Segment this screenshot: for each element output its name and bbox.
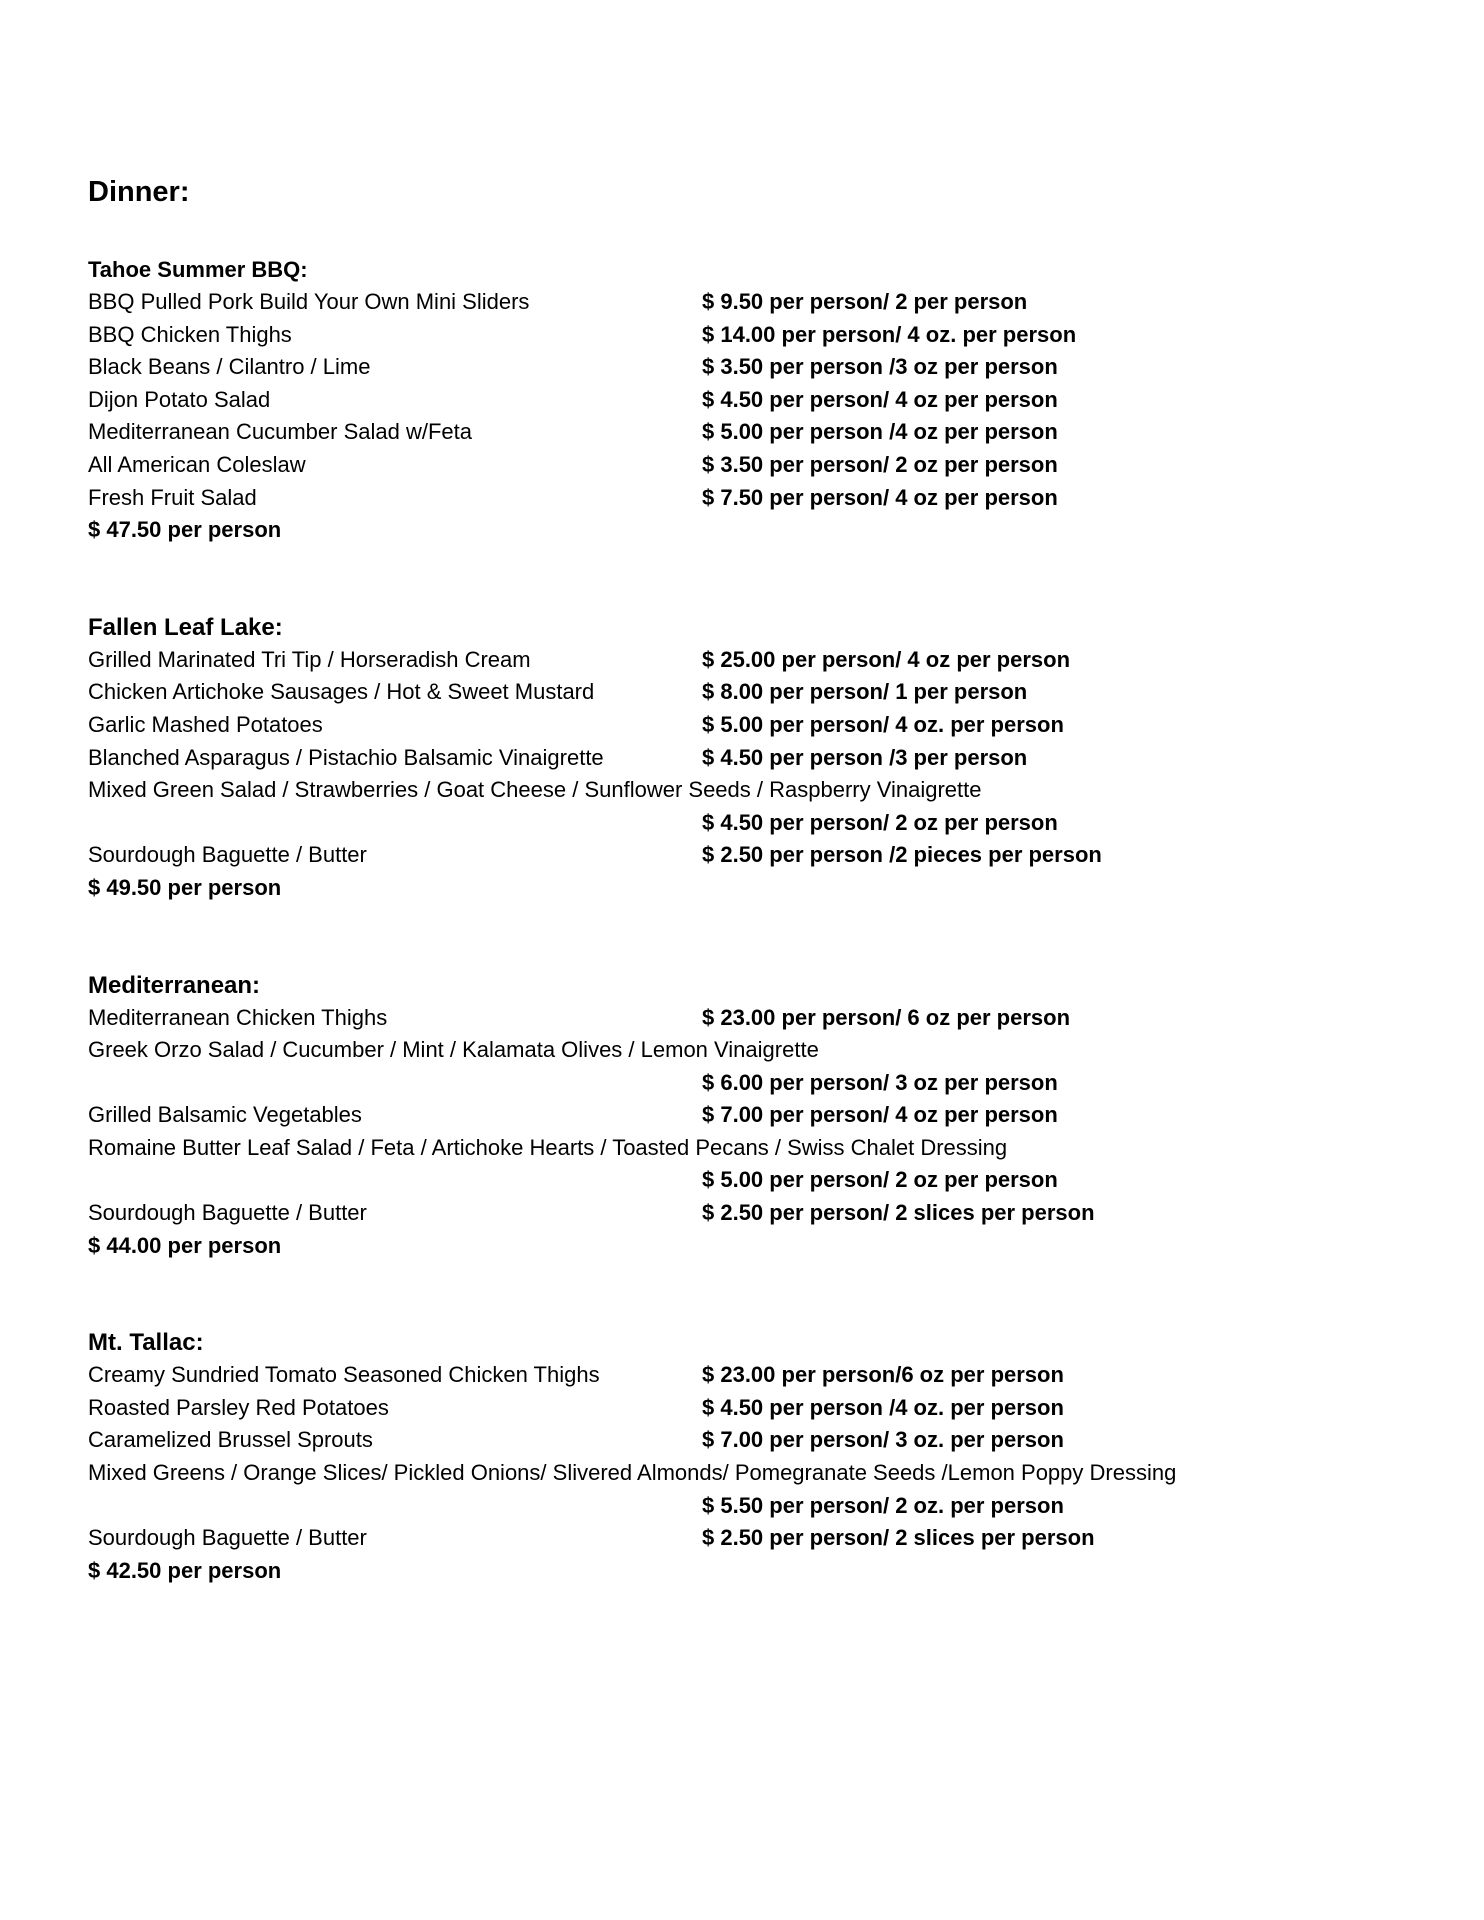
menu-item-price-row <box>88 807 1468 840</box>
section-fallen-leaf-lake <box>88 612 1468 905</box>
menu-item <box>88 351 1468 384</box>
section-total: $ 47.50 per person <box>88 517 282 543</box>
menu-item <box>88 286 1468 319</box>
item-price: $ 4.50 per person/ 4 oz per person <box>702 386 1058 412</box>
menu-item <box>88 319 1468 352</box>
item-price: $ 9.50 per person/ 2 per person <box>702 289 1028 314</box>
page-title: Dinner: <box>88 176 190 208</box>
item-price: $ 2.50 per person /2 pieces per person <box>702 842 1102 868</box>
item-price: $ 25.00 per person/ 4 oz per person <box>702 646 1071 672</box>
item-price: $ 4.50 per person/ 2 oz per person <box>702 809 1058 835</box>
item-name: Mediterranean Chicken Thighs <box>88 1004 388 1030</box>
item-name: Mixed Green Salad / Strawberries / Goat Cheese / Sunflower Seeds / Raspberry Vinaigrette <box>88 777 982 803</box>
item-name: Roasted Parsley Red Potatoes <box>88 1394 389 1420</box>
item-price: $ 3.50 per person /3 oz per person <box>702 354 1058 380</box>
item-price: $ 5.00 per person/ 4 oz. per person <box>702 711 1064 737</box>
section-title: Mt. Tallac: <box>88 1329 204 1357</box>
item-price: $ 7.50 per person/ 4 oz per person <box>702 484 1058 510</box>
item-name: Sourdough Baguette / Butter <box>88 1525 367 1551</box>
spacer <box>88 1067 702 1100</box>
item-name: Mediterranean Cucumber Salad w/Feta <box>88 419 472 445</box>
section-tahoe-summer-bbq <box>88 254 1468 547</box>
item-price: $ 23.00 per person/ 6 oz per person <box>702 1004 1071 1030</box>
item-name: Dijon Potato Salad <box>88 386 271 412</box>
item-name: Greek Orzo Salad / Cucumber / Mint / Kalamata Olives / Lemon Vinaigrette <box>88 1037 819 1063</box>
item-name: Chicken Artichoke Sausages / Hot & Sweet Mustard <box>88 679 595 705</box>
item-name: BBQ Pulled Pork Build Your Own Mini Sliders <box>88 289 530 314</box>
menu-item <box>88 1002 1468 1035</box>
item-price: $ 5.50 per person/ 2 oz. per person <box>702 1492 1064 1518</box>
section-total: $ 49.50 per person <box>88 874 282 900</box>
item-name: Garlic Mashed Potatoes <box>88 711 323 737</box>
item-name: Sourdough Baguette / Butter <box>88 842 367 868</box>
menu-item <box>88 1392 1468 1425</box>
item-price: $ 4.50 per person /4 oz. per person <box>702 1394 1064 1420</box>
section-total: $ 44.00 per person <box>88 1232 282 1258</box>
item-name: Mixed Greens / Orange Slices/ Pickled Onions/ Slivered Almonds/ Pomegranate Seeds /Lemon Poppy Dressing <box>88 1460 1177 1486</box>
menu-page <box>88 170 1468 1587</box>
menu-item <box>88 1099 1468 1132</box>
item-name: Black Beans / Cilantro / Lime <box>88 354 371 380</box>
item-name: Grilled Marinated Tri Tip / Horseradish Cream <box>88 646 531 672</box>
menu-item <box>88 1522 1468 1555</box>
item-name: Sourdough Baguette / Butter <box>88 1200 367 1226</box>
item-name: Fresh Fruit Salad <box>88 484 257 510</box>
menu-item <box>88 1359 1468 1392</box>
item-name: Grilled Balsamic Vegetables <box>88 1102 362 1128</box>
menu-item <box>88 449 1468 482</box>
section-mt-tallac <box>88 1327 1468 1587</box>
menu-item <box>88 676 1468 709</box>
item-price: $ 2.50 per person/ 2 slices per person <box>702 1200 1095 1226</box>
item-price: $ 2.50 per person/ 2 slices per person <box>702 1525 1095 1551</box>
menu-item <box>88 709 1468 742</box>
menu-item-price-row <box>88 1490 1468 1523</box>
menu-item <box>88 644 1468 677</box>
menu-item <box>88 839 1468 872</box>
section-title: Fallen Leaf Lake: <box>88 613 283 641</box>
item-price: $ 7.00 per person/ 4 oz per person <box>702 1102 1058 1128</box>
item-price: $ 4.50 per person /3 per person <box>702 744 1028 770</box>
item-name: BBQ Chicken Thighs <box>88 321 292 347</box>
item-name: Caramelized Brussel Sprouts <box>88 1427 373 1453</box>
menu-item <box>88 482 1468 515</box>
item-price: $ 7.00 per person/ 3 oz. per person <box>702 1427 1064 1453</box>
item-name: Romaine Butter Leaf Salad / Feta / Artichoke Hearts / Toasted Pecans / Swiss Chalet Dressing <box>88 1134 1008 1160</box>
spacer <box>88 1490 702 1523</box>
item-name: Blanched Asparagus / Pistachio Balsamic Vinaigrette <box>88 744 604 770</box>
menu-item-price-row <box>88 1067 1468 1100</box>
item-price: $ 5.00 per person/ 2 oz per person <box>702 1167 1058 1193</box>
item-price: $ 3.50 per person/ 2 oz per person <box>702 451 1058 477</box>
item-price: $ 5.00 per person /4 oz per person <box>702 419 1058 445</box>
section-title: Tahoe Summer BBQ: <box>88 257 308 282</box>
menu-item <box>88 742 1468 775</box>
menu-item <box>88 1424 1468 1457</box>
item-price: $ 14.00 per person/ 4 oz. per person <box>702 321 1077 347</box>
menu-item <box>88 1197 1468 1230</box>
spacer <box>88 807 702 840</box>
menu-item <box>88 384 1468 417</box>
section-title: Mediterranean: <box>88 971 261 999</box>
item-name: All American Coleslaw <box>88 451 306 477</box>
item-price: $ 23.00 per person/6 oz per person <box>702 1362 1064 1388</box>
section-total: $ 42.50 per person <box>88 1557 282 1583</box>
item-name: Creamy Sundried Tomato Seasoned Chicken Thighs <box>88 1362 600 1388</box>
item-price: $ 6.00 per person/ 3 oz per person <box>702 1069 1058 1095</box>
item-price: $ 8.00 per person/ 1 per person <box>702 679 1028 705</box>
menu-item-price-row <box>88 1164 1468 1197</box>
spacer <box>88 1164 702 1197</box>
menu-item <box>88 416 1468 449</box>
section-mediterranean <box>88 970 1468 1263</box>
